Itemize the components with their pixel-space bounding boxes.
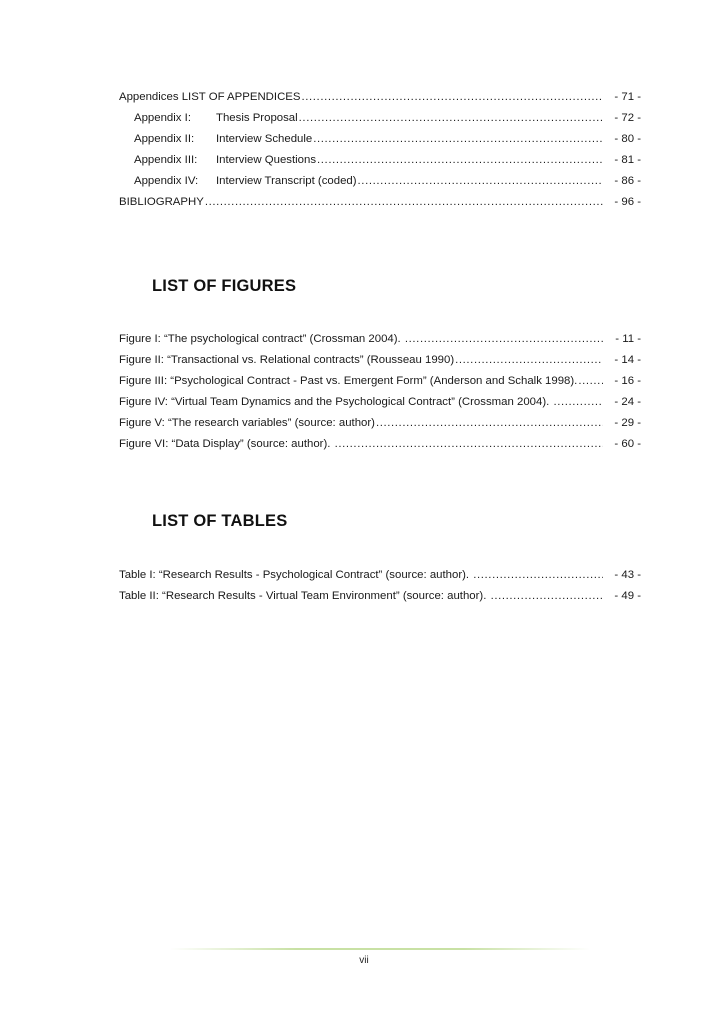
appendix-label: Appendix I: xyxy=(134,112,191,124)
toc-entry-figure-6[interactable] xyxy=(119,436,641,457)
figures-toc xyxy=(119,331,641,457)
toc-entry-text: Figure III: “Psychological Contract - Past vs. Emergent Form” (Anderson and Schalk 1998). xyxy=(119,375,578,387)
toc-page-number: - 71 - xyxy=(603,89,641,105)
toc-entry-text: Figure I: “The psychological contract” (Crossman 2004). xyxy=(119,333,404,345)
toc-entry-text: Interview Transcript (coded) xyxy=(216,175,357,187)
toc-entry-table-1[interactable] xyxy=(119,567,641,588)
toc-page-number: - 49 - xyxy=(603,588,641,604)
toc-entry-figure-4[interactable] xyxy=(119,394,641,415)
toc-entry-figure-1[interactable] xyxy=(119,331,641,352)
appendices-toc xyxy=(119,89,641,215)
toc-entry-figure-2[interactable] xyxy=(119,352,641,373)
toc-page-number: - 80 - xyxy=(603,131,641,147)
toc-entry-text: BIBLIOGRAPHY xyxy=(119,196,204,208)
toc-entry-text: Appendices LIST OF APPENDICES xyxy=(119,91,301,103)
list-of-figures-heading: LIST OF FIGURES xyxy=(152,277,297,295)
toc-entry-appendix-1[interactable] xyxy=(119,110,641,131)
toc-entry-text: Table I: “Research Results - Psychological Contract” (source: author). xyxy=(119,569,473,581)
appendix-label: Appendix II: xyxy=(134,133,195,145)
toc-page-number: - 81 - xyxy=(603,152,641,168)
footer-page-number: vii xyxy=(359,955,369,966)
appendix-label: Appendix IV: xyxy=(134,175,199,187)
toc-page-number: - 16 - xyxy=(603,373,641,389)
toc-entry-text: Table II: “Research Results - Virtual Team Environment” (source: author). xyxy=(119,590,490,602)
toc-entry-text: Interview Questions xyxy=(216,154,317,166)
toc-entry-appendix-2[interactable] xyxy=(119,131,641,152)
toc-entry-text: Thesis Proposal xyxy=(216,112,298,124)
toc-page-number: - 86 - xyxy=(603,173,641,189)
toc-entry-text: Figure IV: “Virtual Team Dynamics and the Psychological Contract” (Crossman 2004). xyxy=(119,396,553,408)
toc-entry-figure-5[interactable] xyxy=(119,415,641,436)
toc-entry-table-2[interactable] xyxy=(119,588,641,609)
toc-page-number: - 14 - xyxy=(603,352,641,368)
toc-entry-text: Figure V: “The research variables” (source: author) xyxy=(119,417,375,429)
appendix-label: Appendix III: xyxy=(134,154,198,166)
toc-entry-text: Interview Schedule xyxy=(216,133,313,145)
footer-divider xyxy=(170,948,590,950)
list-of-tables-heading: LIST OF TABLES xyxy=(152,512,288,530)
toc-page-number: - 72 - xyxy=(603,110,641,126)
toc-page-number: - 43 - xyxy=(603,567,641,583)
toc-page-number: - 29 - xyxy=(603,415,641,431)
tables-toc xyxy=(119,567,641,609)
toc-entry-text: Figure II: “Transactional vs. Relational contracts” (Rousseau 1990) xyxy=(119,354,455,366)
toc-entry-appendices[interactable] xyxy=(119,89,641,110)
toc-entry-appendix-4[interactable] xyxy=(119,173,641,194)
toc-page-number: - 11 - xyxy=(603,331,641,347)
toc-entry-appendix-3[interactable] xyxy=(119,152,641,173)
toc-entry-figure-3[interactable] xyxy=(119,373,641,394)
toc-entry-text: Figure VI: “Data Display” (source: author). xyxy=(119,438,334,450)
toc-page-number: - 96 - xyxy=(603,194,641,210)
toc-entry-bibliography[interactable] xyxy=(119,194,641,215)
toc-page-number: - 60 - xyxy=(603,436,641,452)
toc-page-number: - 24 - xyxy=(603,394,641,410)
